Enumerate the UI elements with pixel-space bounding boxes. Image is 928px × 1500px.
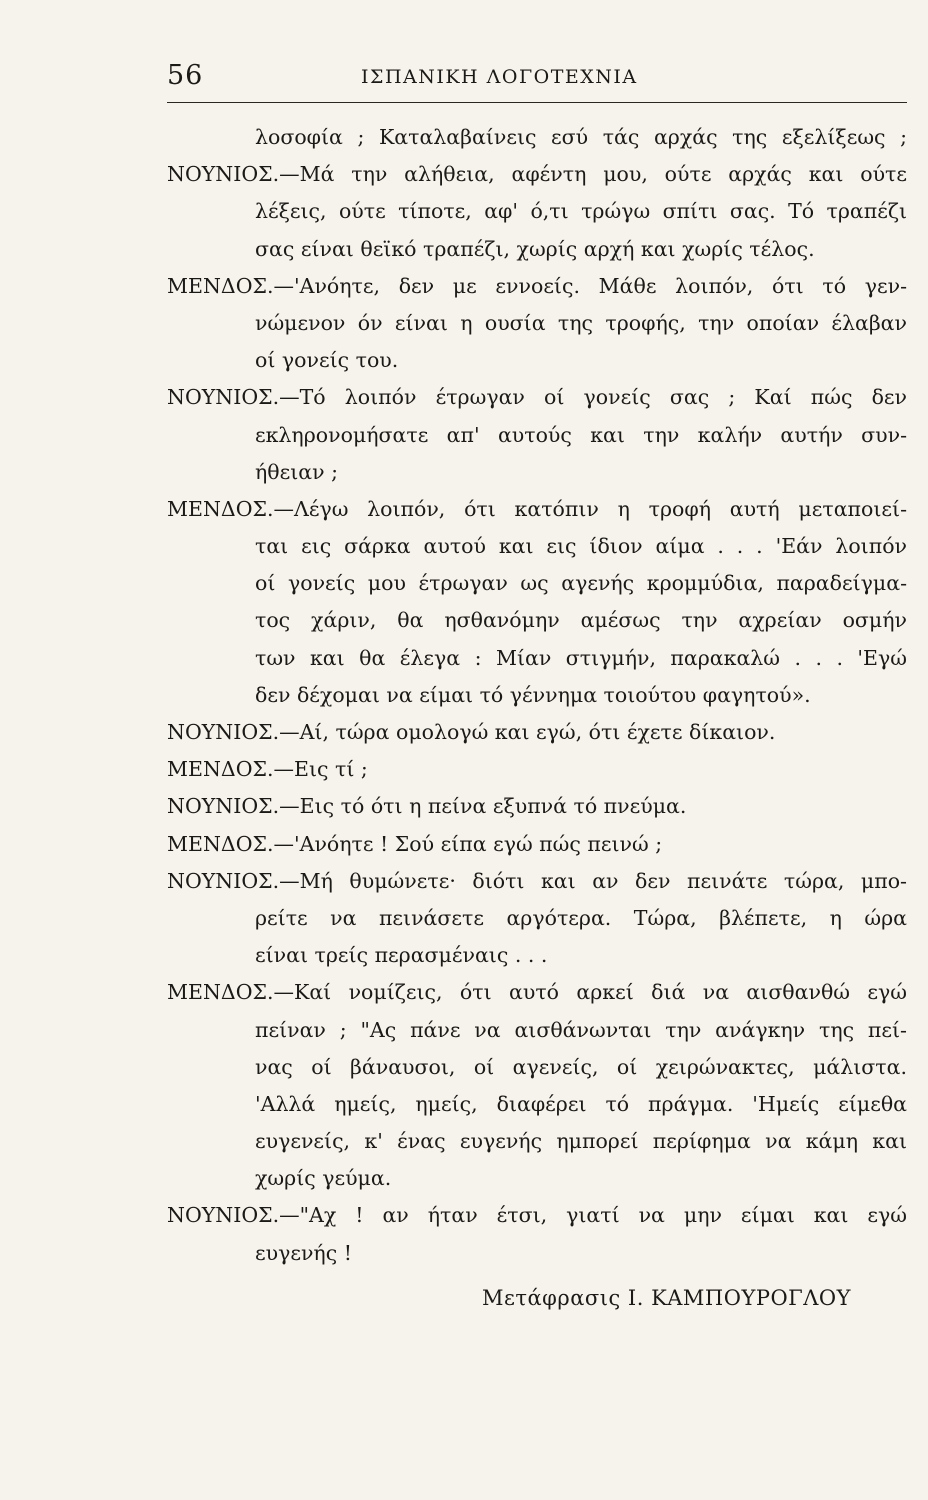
- text-line: ΝΟΥΝΙΟΣ.—Αί, τώρα ομολογώ και εγώ, ότι έχετε δίκαιον.: [167, 720, 776, 744]
- text-line: σας είναι θεϊκό τραπέζι, χωρίς αρχή και χωρίς τέλος.: [255, 236, 815, 261]
- running-title: ΙΣΠΑΝΙΚΗ ΛΟΓΟΤΕΧΝΙΑ: [361, 66, 638, 88]
- text-line: ΝΟΥΝΙΟΣ.—"Αχ ! αν ήταν έτσι, γιατί να μην είμαι και εγώ: [167, 1203, 907, 1228]
- page-header: [167, 58, 907, 98]
- text-line: δεν δέχομαι να είμαι τό γέννημα τοιούτου φαγητού».: [255, 682, 811, 707]
- text-line: ρείτε να πεινάσετε αργότερα. Τώρα, βλέπετε, η ώρα: [255, 905, 907, 930]
- text-line: 'Αλλά ημείς, ημείς, διαφέρει τό πράγμα. 'Ημείς είμεθα: [255, 1091, 907, 1116]
- text-line: ΜΕΝΔΟΣ.—'Ανόητε ! Σού είπα εγώ πώς πεινώ ;: [167, 831, 663, 856]
- text-line: ευγενείς, κ' ένας ευγενής ημπορεί περίφημα να κάμη και: [255, 1129, 907, 1154]
- dialogue-text: [167, 119, 907, 1272]
- text-line: εκληρονομήσατε απ' αυτούς και την καλήν αυτήν συν-: [255, 422, 907, 447]
- text-line: νώμενον όν είναι η ουσία της τροφής, την οποίαν έλαβαν: [255, 310, 907, 335]
- text-line: ήθειαν ;: [255, 459, 339, 484]
- text-line: λέξεις, ούτε τίποτε, αφ' ό,τι τρώγω σπίτι σας. Τό τραπέζι: [255, 199, 907, 224]
- text-line: ΜΕΝΔΟΣ.—Λέγω λοιπόν, ότι κατόπιν η τροφή αυτή μεταποιεί-: [167, 496, 907, 521]
- header-rule: [167, 102, 907, 103]
- text-line: ται εις σάρκα αυτού και εις ίδιον αίμα . . . 'Εάν λοιπόν: [255, 534, 907, 559]
- text-line: των και θα έλεγα : Μίαν στιγμήν, παρακαλώ . . . 'Εγώ: [255, 645, 907, 670]
- text-line: πείναν ; "Ας πάνε να αισθάνωνται την ανάγκην της πεί-: [255, 1017, 907, 1042]
- text-line: ευγενής !: [255, 1240, 352, 1265]
- text-line: ΝΟΥΝΙΟΣ.—Μή θυμώνετε· διότι και αν δεν πεινάτε τώρα, μπο-: [167, 868, 907, 893]
- text-line: λοσοφία ; Καταλαβαίνεις εσύ τάς αρχάς της εξελίξεως ;: [255, 125, 907, 149]
- text-line: οί γονείς του.: [255, 348, 399, 373]
- text-line: οί γονείς μου έτρωγαν ως αγενής κρομμύδια, παραδείγμα-: [255, 571, 907, 596]
- page-number: 56: [167, 60, 204, 91]
- text-line: νας οί βάναυσοι, οί αγενείς, οί χειρώνακτες, μάλιστα.: [255, 1054, 907, 1079]
- text-line: ΝΟΥΝΙΟΣ.—Τό λοιπόν έτρωγαν οί γονείς σας ; Καί πώς δεν: [167, 385, 907, 410]
- text-line: ΝΟΥΝΙΟΣ.—Μά την αλήθεια, αφέντη μου, ούτε αρχάς και ούτε: [167, 162, 907, 187]
- text-line: ΝΟΥΝΙΟΣ.—Εις τό ότι η πείνα εξυπνά τό πνεύμα.: [167, 794, 687, 819]
- text-line: τος χάριν, θα ησθανόμην αμέσως την αχρείαν οσμήν: [255, 608, 907, 633]
- text-line: ΜΕΝΔΟΣ.—Εις τί ;: [167, 757, 368, 782]
- text-line: ΜΕΝΔΟΣ.—Καί νομίζεις, ότι αυτό αρκεί διά να αισθανθώ εγώ: [167, 980, 907, 1005]
- text-line: ΜΕΝΔΟΣ.—'Ανόητε, δεν με εννοείς. Μάθε λοιπόν, ότι τό γεν-: [167, 273, 907, 298]
- translator-credit: Μετάφρασις Ι. ΚΑΜΠΟΥΡΟΓΛΟΥ: [482, 1286, 851, 1310]
- text-line: είναι τρείς περασμέναις . . .: [255, 943, 548, 968]
- text-line: χωρίς γεύμα.: [255, 1166, 392, 1191]
